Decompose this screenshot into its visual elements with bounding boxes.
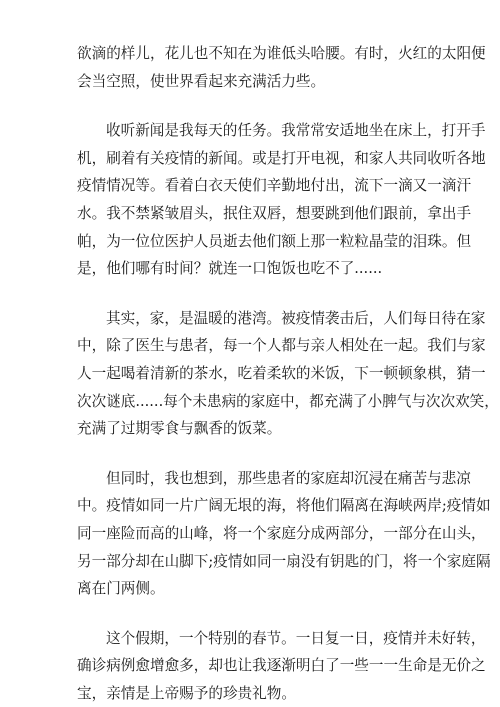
text-line: 会当空照，使世界看起来充满活力些。 (77, 72, 326, 90)
text-line: 中。疫情如同一片广阔无垠的海，将他们隔离在海峡两岸;疫情如 (77, 497, 491, 515)
text-line: 水。我不禁紧皱眉头，抿住双唇，想要跳到他们跟前，拿出手 (77, 204, 472, 222)
text-line: 帕，为一位位医护人员逝去他们额上那一粒粒晶莹的泪珠。但 (77, 232, 472, 250)
text-line: 充满了过期零食与飘香的饭菜。 (77, 420, 282, 438)
text-line: 机，刷着有关疫情的新闻。或是打开电视，和家人共同收听各地 (77, 149, 486, 167)
text-line: 宝，亲情是上帝赐予的珍贵礼物。 (77, 684, 296, 702)
text-line: 这个假期，一个特别的春节。一日复一日，疫情并未好转， (106, 629, 486, 647)
text-line: 中，除了医生与患者，每一个人都与亲人相处在一起。我们与家 (77, 337, 486, 355)
text-line: 收听新闻是我每天的任务。我常常安适地坐在床上，打开手 (106, 122, 486, 140)
text-line: 人一起喝着清新的茶水，吃着柔软的米饭，下一顿顿象棋，猜一 (77, 364, 486, 382)
text-line: 是，他们哪有时间？就连一口饱饭也吃不了...... (77, 260, 383, 278)
text-line: 其实，家，是温暖的港湾。被疫情袭击后，人们每日待在家 (106, 309, 486, 327)
paragraph-1 (77, 40, 486, 95)
text-line: 确诊病例愈增愈多，却也让我逐渐明白了一些一一生命是无价之 (77, 657, 486, 675)
text-line: 次次谜底......每个未患病的家庭中，都充满了小脾气与次次欢笑， (77, 392, 499, 410)
paragraph-5 (77, 625, 486, 707)
text-line: 另一部分却在山脚下;疫情如同一扇没有钥匙的门，将一个家庭隔 (77, 552, 491, 570)
paragraph-2 (77, 117, 486, 283)
text-line: 疫情情况等。看着白衣天使们辛勤地付出，流下一滴又一滴汗 (77, 177, 472, 195)
text-line: 同一座险而高的山峰，将一个家庭分成两部分，一部分在山头， (77, 524, 486, 542)
paragraph-3 (77, 305, 499, 443)
paragraph-4 (77, 465, 491, 603)
text-line: 离在门两侧。 (77, 580, 165, 598)
text-line: 欲滴的样儿，花儿也不知在为谁低头哈腰。有时，火红的太阳便 (77, 45, 486, 62)
text-line: 但同时，我也想到，那些患者的家庭却沉浸在痛苦与悲凉 (106, 469, 471, 487)
